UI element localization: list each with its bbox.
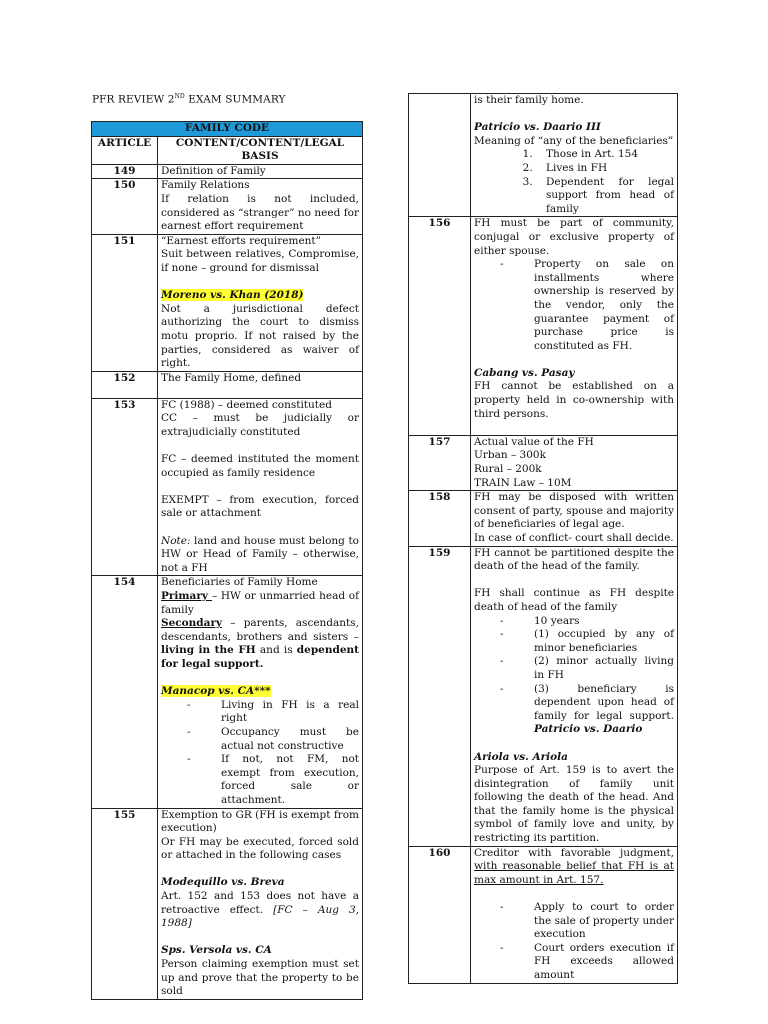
family-code-table <box>91 121 363 1000</box>
case-name: Sps. Versola vs. CA <box>161 944 272 957</box>
table-row: 155 Exemption to GR (FH is exempt from execution) Or FH may be executed, forced sold or attached in the following cases Modequillo vs. Breva Art. 152 and 153 does not have a retroactive effect. [FC – Aug 3, 1988] Sps. Versola vs. CA Person claiming exemption must set up and prove that the property to be sold <box>92 808 363 999</box>
table-row: 150 Family Relations If relation is not included, considered as “stranger” no need for earnest effort requirement <box>92 179 363 234</box>
case-name: Modequillo vs. Breva <box>161 876 285 889</box>
bullet-list: - Property on sale on installments where ownership is reserved by the vendor, only the guarantee payment of purchase price is constituted as FH. <box>474 258 674 353</box>
case-name: Ariola vs. Ariola <box>474 750 568 763</box>
table-row: 156 FH must be part of community, conjugal or exclusive property of either spouse. - Property on sale on installments where ownership is reserved by the vendor, only the guarantee payment of purchase price is constituted as FH. Cabang vs. Pasay FH cannot be established on a property held in co-ownership with third persons. <box>409 217 678 436</box>
bullet-list: - 10 years - (1) occupied by any of minor beneficiaries - (2) minor actually living in FH - (3) beneficiary is dependent upon head of family for legal support. Patricio vs. Daario <box>474 615 674 737</box>
table-row: 159 FH cannot be partitioned despite the death of the head of the family. FH shall continue as FH despite death of head of the family - 10 years - (1) occupied by any of minor beneficiaries - (2) minor actually living in FH - (3) beneficiary is dependent upon head of family for legal support. Patricio vs. Daario Ariola vs. Ariola Purpose of Art. 159 is to avert the disintegration of family unit following the death of the head. And that the family home is the physical symbol of family love and unity, by restricting its partition. <box>409 546 678 846</box>
page-title: PFR REVIEW 2ND EXAM SUMMARY <box>92 93 286 106</box>
table-row: 154 Beneficiaries of Family Home Primary – HW or unmarried head of family Secondary – parents, ascendants, descendants, brothers and sisters – living in the FH and is dependent for legal support. Manacop vs. CA*** - Living in FH is a real right - Occupancy must be actual not constructive - If not, not FM, not exempt from execution, forced sale or attachment. <box>92 576 363 808</box>
table-row: 158 FH may be disposed with written consent of party, spouse and majority of beneficiaries of legal age. In case of conflict- court shall decide. <box>409 491 678 546</box>
case-name: Manacop vs. CA*** <box>161 685 271 698</box>
table-row: 153 FC (1988) – deemed constituted CC – must be judicially or extrajudicially constituted FC – deemed instituted the moment occupied as family residence EXEMPT – from execution, forced sale or attachment Note: land and house must belong to HW or Head of Family – otherwise, not a FH <box>92 398 363 576</box>
case-name: Moreno vs. Khan (2018) <box>161 289 304 302</box>
table-row: 160 Creditor with favorable judgment, with reasonable belief that FH is at max amount in Art. 157. - Apply to court to order the sale of property under execution - Court orders execution if FH exceeds allowed amount <box>409 846 678 983</box>
case-name: Cabang vs. Pasay <box>474 366 575 379</box>
table-row: 157 Actual value of the FH Urban – 300k Rural – 200k TRAIN Law – 10M <box>409 435 678 490</box>
table-row: 149 Definition of Family <box>92 164 363 179</box>
table-row: 151 “Earnest efforts requirement” Suit between relatives, Compromise, if none – ground for dismissal Moreno vs. Khan (2018) Not a jurisdictional defect authorizing the court to dismiss motu proprio. If not raised by the parties, considered as waiver of right. <box>92 234 363 371</box>
numbered-list: 1. Those in Art. 154 2. Lives in FH 3. Dependent for legal support from head of family <box>474 148 674 216</box>
case-name: Patricio vs. Daario III <box>474 121 601 134</box>
family-code-table-continued <box>408 93 678 984</box>
table-header: FAMILY CODE <box>92 122 363 137</box>
table-row: is their family home. Patricio vs. Daario III Meaning of “any of the beneficiaries” 1. Those in Art. 154 2. Lives in FH 3. Dependent for legal support from head of family <box>409 94 678 217</box>
table-row: 152 The Family Home, defined <box>92 371 363 398</box>
bullet-list: - Apply to court to order the sale of property under execution - Court orders execution if FH exceeds allowed amount <box>474 901 674 983</box>
column-header-content: CONTENT/CONTENT/LEGAL BASIS <box>158 136 363 164</box>
column-header-article: ARTICLE <box>92 136 158 164</box>
bullet-list: - Living in FH is a real right - Occupancy must be actual not constructive - If not, not FM, not exempt from execution, forced sale or attachment. <box>161 699 359 808</box>
